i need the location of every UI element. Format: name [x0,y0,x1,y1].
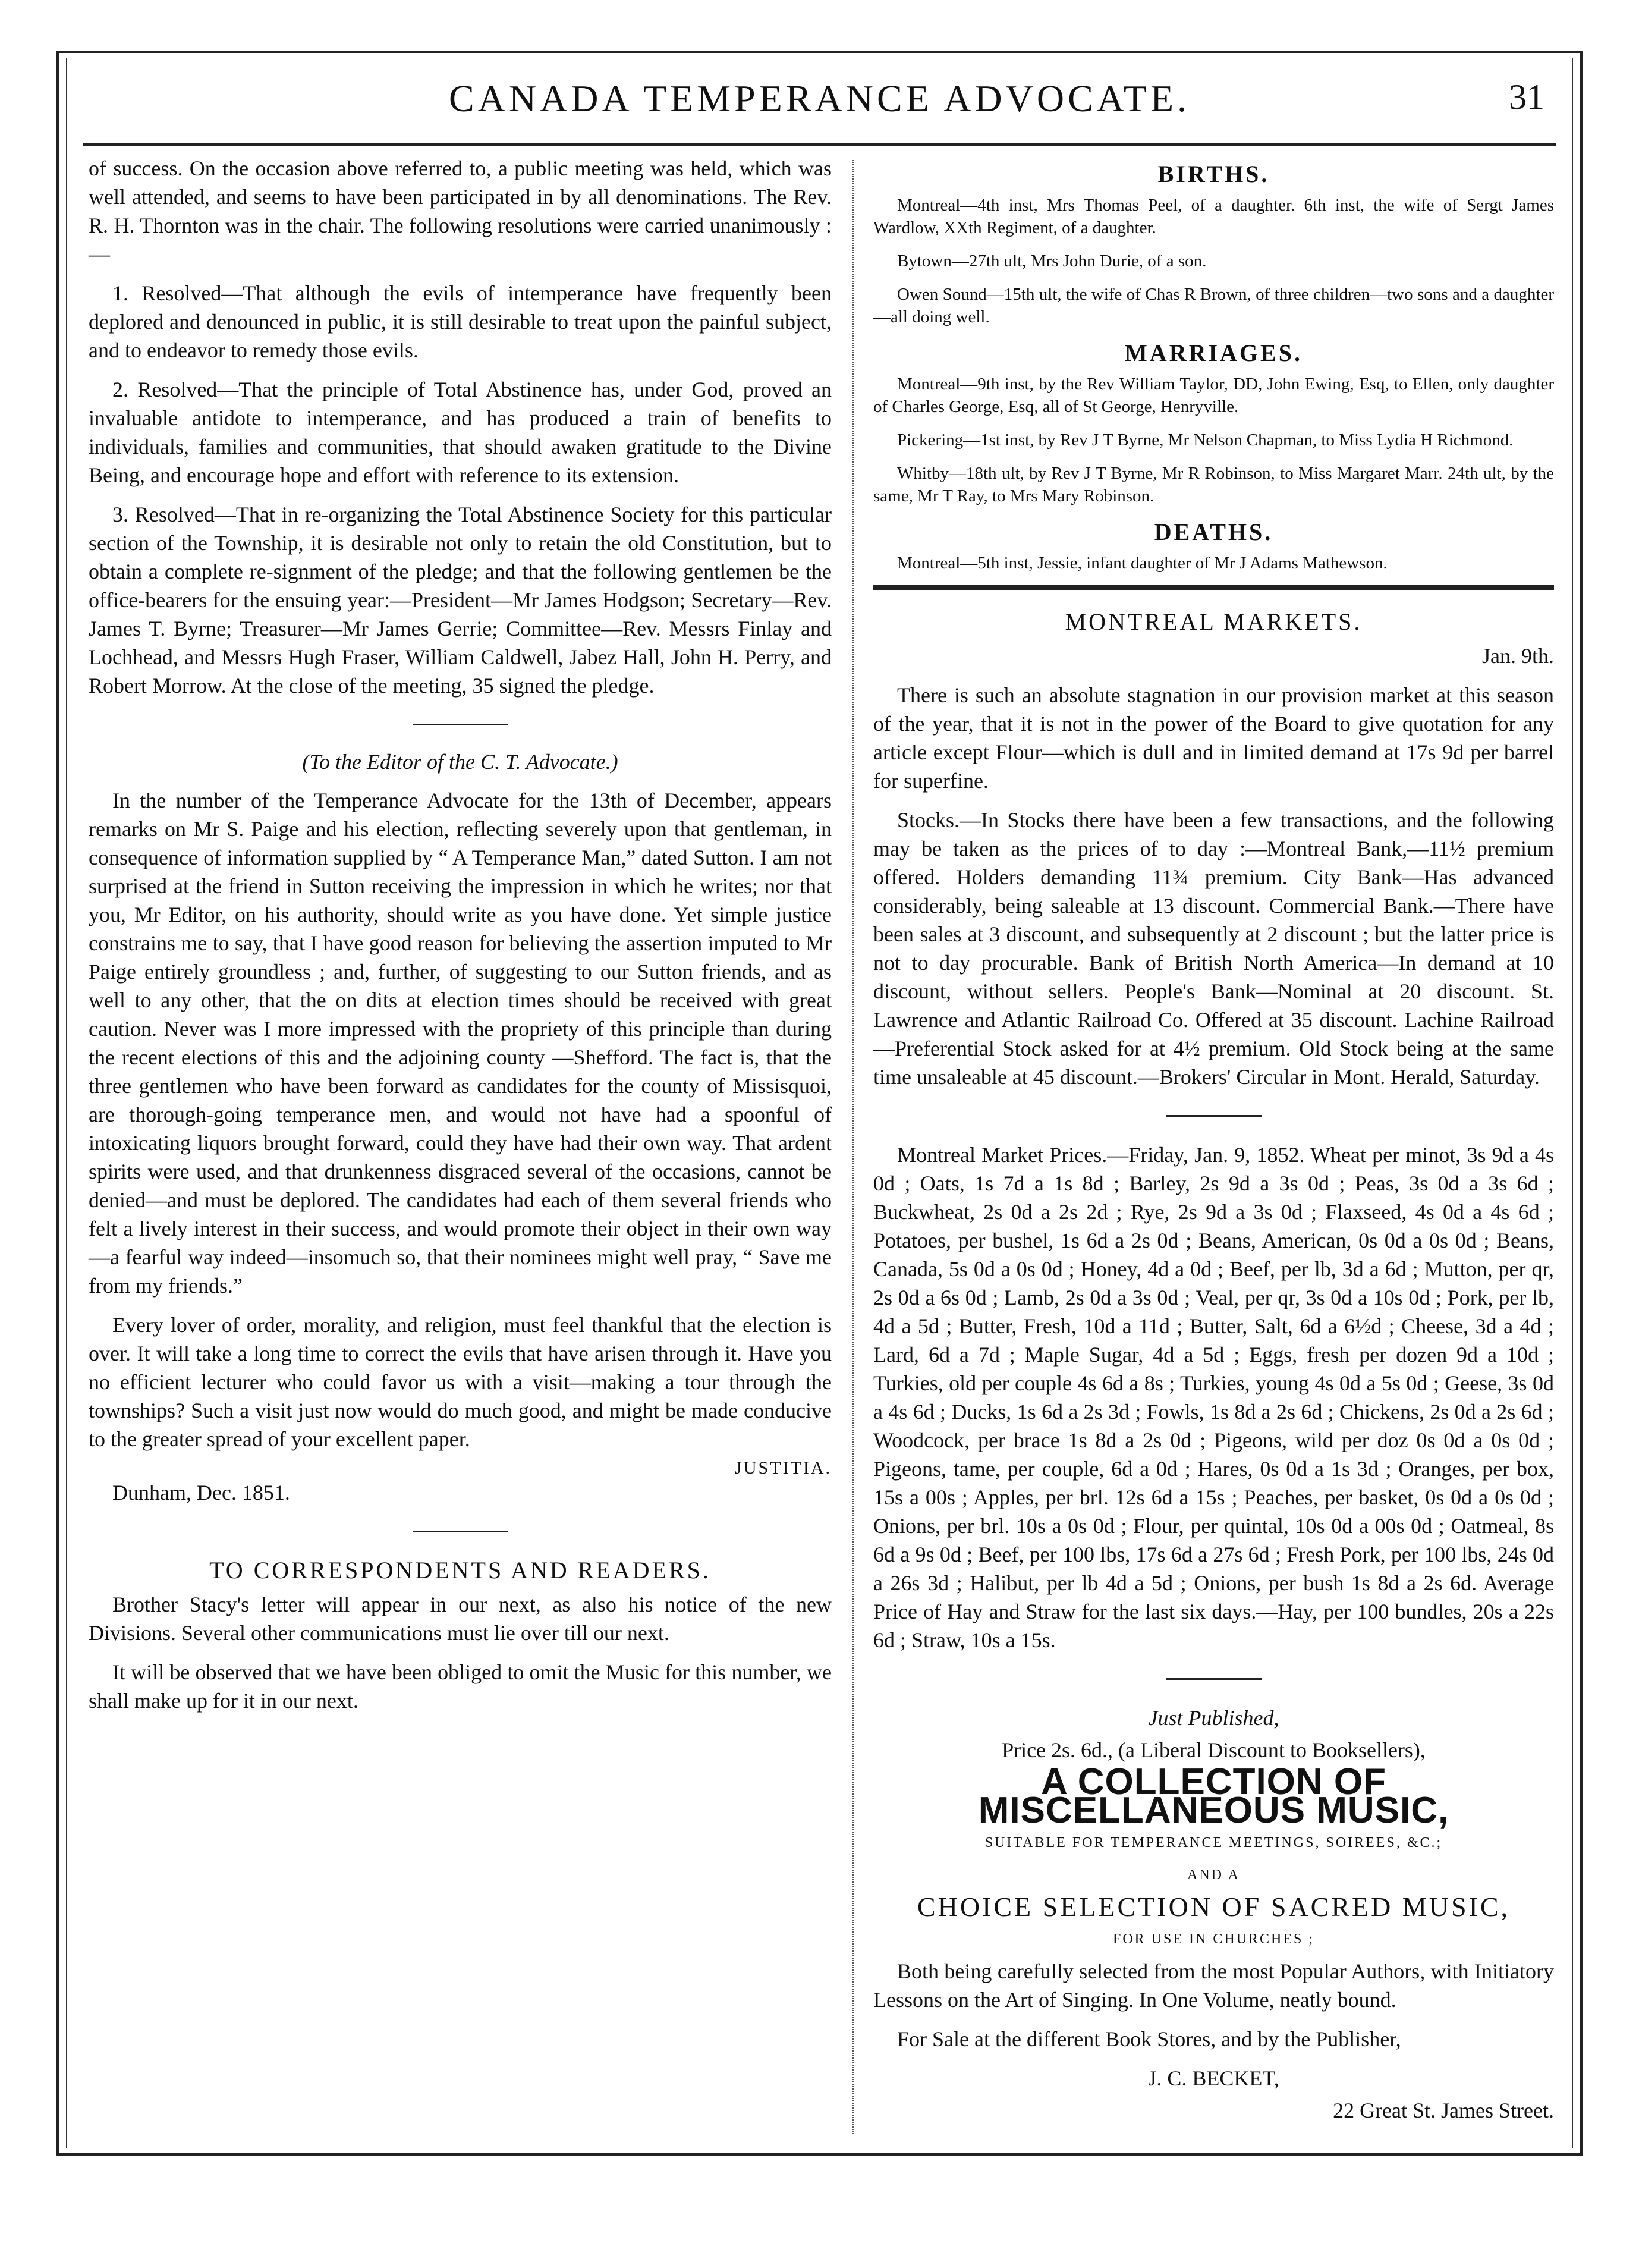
letter-paragraph-1: In the number of the Temperance Advocate for the 13th of December, appears remarks on Mr S. Paige and his election, reflecting severely upon that gentleman, in consequence of information supplied by “ A Temperance Man,” dated Sutton. I am not surprised at the friend in Sutton receiving the impression in which he writes; nor that you, Mr Editor, on his authority, should write as you have done. Yet simple justice constrains me to say, that I have good reason for believing the assertion imputed to Mr Paige entirely groundless ; and, further, of suggesting to our Sutton friends, and as well to any other, that the on dits at election times should be received with great caution. Never was I more impressed with the propriety of this principle than during the recent elections of this and the adjoining county —Shefford. The fact is, that the three gentlemen who have been forward as candidates for the county of Missisquoi, are thorough-going temperance men, and would not have had a spoonful of intoxicating liquors brought forward, could they have had their own way. That ardent spirits were used, and that drunkenness disgraced several of the occasions, cannot be denied—and must be deplored. The candidates had each of them several friends who felt a lively interest in their success, and would promote their object in their own way—a fearful way indeed—insomuch so, that their nominees might well pray, “ Save me from my friends.” [89,789,832,1298]
birth-notice: Montreal—4th inst, Mrs Thomas Peel, of a daughter. 6th inst, the wife of Sergt James Wardlow, XXth Regiment, of a daughter. [873,196,1554,237]
births-heading: BIRTHS. [1157,161,1270,187]
birth-notice: Bytown—27th ult, Mrs John Durie, of a son. [897,252,1207,271]
marriage-notice: Montreal—9th inst, by the Rev William Taylor, DD, John Ewing, Esq, to Ellen, only daughter of Charles George, Esq, all of St George, Henryville. [873,375,1554,416]
newspaper-page [56,51,1583,2156]
markets-paragraph-1: There is such an absolute stagnation in our provision market at this season of the year, that it is not in the power of the Board to give quotation for any article except Flour—which is dull and in limited demand at 17s 9d per barrel for superfine. [873,683,1554,793]
editor-heading: (To the Editor of the C. T. Advocate.) [302,750,618,774]
correspondents-heading: TO CORRESPONDENTS AND READERS. [209,1557,711,1584]
marriage-notice: Whitby—18th ult, by Rev J T Byrne, Mr R Robinson, to Miss Margaret Marr. 24th ult, by the same, Mr T Ray, to Mrs Mary Robinson. [873,464,1554,505]
ad-suitable: SUITABLE FOR TEMPERANCE MEETINGS, SOIREES, &C.; [984,1835,1443,1851]
birth-notice: Owen Sound—15th ult, the wife of Chas R Brown, of three children—two sons and a daughter—all doing well. [873,285,1554,326]
death-notice: Montreal—5th inst, Jessie, infant daughter of Mr J Adams Mathewson. [897,554,1388,573]
section-rule [413,724,508,725]
ad-title-sacred: CHOICE SELECTION OF SACRED MUSIC, [917,1892,1511,1922]
masthead-title: CANADA TEMPERANCE ADVOCATE. [448,77,1191,120]
advertisement [873,1704,1554,2125]
thick-rule [873,585,1554,590]
ad-publisher: J. C. BECKET, [1148,2066,1279,2090]
column-divider [852,160,854,2134]
ad-use: FOR USE IN CHURCHES ; [1112,1931,1315,1947]
page-header [59,77,1580,148]
resolution-1: 1. Resolved—That although the evils of intemperance have frequently been deplored and denounced in public, it is still desirable to treat upon the painful subject, and to endeavor to remedy those evils. [89,281,832,362]
ad-title-miscellaneous: A COLLECTION OF MISCELLANEOUS MUSIC, [978,1761,1449,1831]
correspondents-paragraph-1: Brother Stacy's letter will appear in our next, as also his notice of the new Divisions. Several other communications must lie over till our next. [89,1592,832,1645]
marriages-heading: MARRIAGES. [1125,340,1303,366]
right-column [873,154,1554,2135]
page-number: 31 [1509,77,1544,117]
header-rule [83,143,1556,146]
marriage-notice: Pickering—1st inst, by Rev J T Byrne, Mr Nelson Chapman, to Miss Lydia H Richmond. [897,431,1514,450]
ad-sale: For Sale at the different Book Stores, and by the Publisher, [897,2027,1401,2051]
letter-dateline: Dunham, Dec. 1851. [112,1481,290,1504]
markets-date: Jan. 9th. [1482,644,1554,668]
letter-paragraph-2: Every lover of order, morality, and religion, must feel thankful that the election is over. It will take a long time to correct the evils that have arisen through it. Have you no efficient lecturer who could favor us with a visit—making a tour through the townships? Such a visit just now would do much good, and might be made conducive to the greater spread of your excellent paper. [89,1313,832,1451]
letter-signature: JUSTITIA. [735,1458,832,1478]
intro-paragraph: of success. On the occasion above referred to, a public meeting was held, which was well attended, and seems to have been participated in by all denominations. The Rev. R. H. Thornton was in the chair. The following resolutions were carried unanimously :— [89,156,832,266]
resolution-2: 2. Resolved—That the principle of Total Abstinence has, under God, proved an invaluable antidote to intemperance, and has produced a train of benefits to individuals, families and communities, that should awaken gratitude to the Divine Being, and encourage hope and effort with reference to its extension. [89,378,832,487]
market-prices: Montreal Market Prices.—Friday, Jan. 9, 1852. Wheat per minot, 3s 9d a 4s 0d ; Oats, 1s 7d a 1s 8d ; Barley, 2s 9d a 3s 0d ; Peas, 3s 0d a 3s 6d ; Buckwheat, 2s 0d a 2s 2d ; Rye, 2s 9d a 3s 0d ; Flaxseed, 4s 0d a 4s 6d ; Potatoes, per bushel, 1s 6d a 2s 0d ; Beans, American, 0s 0d a 0s 0d ; Beans, Canada, 5s 0d a 0s 0d ; Honey, 4d a 0d ; Beef, per lb, 3d a 6d ; Mutton, per qr, 2s 0d a 6s 0d ; Lamb, 2s 0d a 3s 0d ; Veal, per qr, 3s 0d a 10s 0d ; Pork, per lb, 4d a 5d ; Butter, Fresh, 10d a 11d ; Butter, Salt, 6d a 6½d ; Cheese, 3d a 4d ; Lard, 6d a 7d ; Maple Sugar, 4d a 5d ; Eggs, fresh per dozen 9d a 10d ; Turkies, old per couple 4s 6d a 8s ; Turkies, young 4s 0d a 5s 0d ; Geese, 3s 0d a 4s 6d ; Ducks, 1s 6d a 2s 3d ; Fowls, 1s 8d a 2s 6d ; Chickens, 2s 0d a 2s 6d ; Woodcock, per brace 1s 8d a 2s 0d ; Pigeons, wild per doz 0s 0d a 0s 0d ; Pigeons, tame, per couple, 6d a 0d ; Hares, 0s 0d a 1s 3d ; Oranges, per box, 15s a 00s ; Apples, per brl. 12s 6d a 15s ; Peaches, per basket, 0s 0d a 0s 0d ; Onions, per brl. 10s a 0s 0d ; Flour, per quintal, 10s 0d a 00s 0d ; Oatmeal, 8s 6d a 9s 0d ; Beef, per 100 lbs, 17s 6d a 27s 6d ; Fresh Pork, per 100 lbs, 24s 0d a 26s 3d ; Halibut, per lb 4d a 5d ; Onions, per bush 1s 8d a 2s 6d. Average Price of Hay and Straw for the last six days.—Hay, per 100 bundles, 20s a 22s 6d ; Straw, 10s a 15s. [873,1143,1554,1652]
markets-paragraph-2: Stocks.—In Stocks there have been a few transactions, and the following may be taken as the prices of to day :—Montreal Bank,—11½ premium offered. Holders demanding 11¾ premium. City Bank—Has advanced considerably, being saleable at 13 discount. Commercial Bank.—There have been sales at 3 discount, and subsequently at 2 discount ; but the latter price is not to day procurable. Bank of British North America—In demand at 10 discount, without sellers. People's Bank—Nominal at 20 discount. St. Lawrence and Atlantic Railroad Co. Offered at 35 discount. Lachine Railroad—Preferential Stock asked for at 4½ premium. Old Stock being at the same time unsaleable at 45 discount.—Brokers' Circular in Mont. Herald, Saturday. [873,808,1554,1089]
deaths-heading: DEATHS. [1154,519,1273,545]
resolution-3: 3. Resolved—That in re-organizing the Total Abstinence Society for this particular section of the Township, it is desirable not only to retain the old Constitution, but to obtain a complete re-signment of the pledge; and that the following gentlemen be the office-bearers for the ensuing year:—President—Mr James Hodgson; Secretary—Rev. James T. Byrne; Treasurer—Mr James Gerrie; Committee—Rev. Messrs Finlay and Lochhead, and Messrs Hugh Fraser, William Caldwell, Jabez Hall, John H. Perry, and Robert Morrow. At the close of the meeting, 35 signed the pledge. [89,502,832,698]
correspondents-paragraph-2: It will be observed that we have been obliged to omit the Music for this number, we shall make up for it in our next. [89,1660,832,1713]
markets-heading: MONTREAL MARKETS. [1065,608,1363,635]
section-rule [413,1531,508,1532]
ad-price: Price 2s. 6d., (a Liberal Discount to Booksellers), [1002,1738,1426,1762]
ad-just-published: Just Published, [1148,1706,1279,1730]
section-rule [1166,1678,1262,1680]
left-column [89,154,832,1726]
ad-address: 22 Great St. James Street. [1333,2099,1554,2122]
ad-and-a: AND A [1187,1867,1240,1883]
section-rule [1166,1115,1262,1117]
ad-body: Both being carefully selected from the most Popular Authors, with Initiatory Lessons on the Art of Singing. In One Volume, neatly bound. [873,1959,1554,2012]
notices-section [873,160,1554,574]
